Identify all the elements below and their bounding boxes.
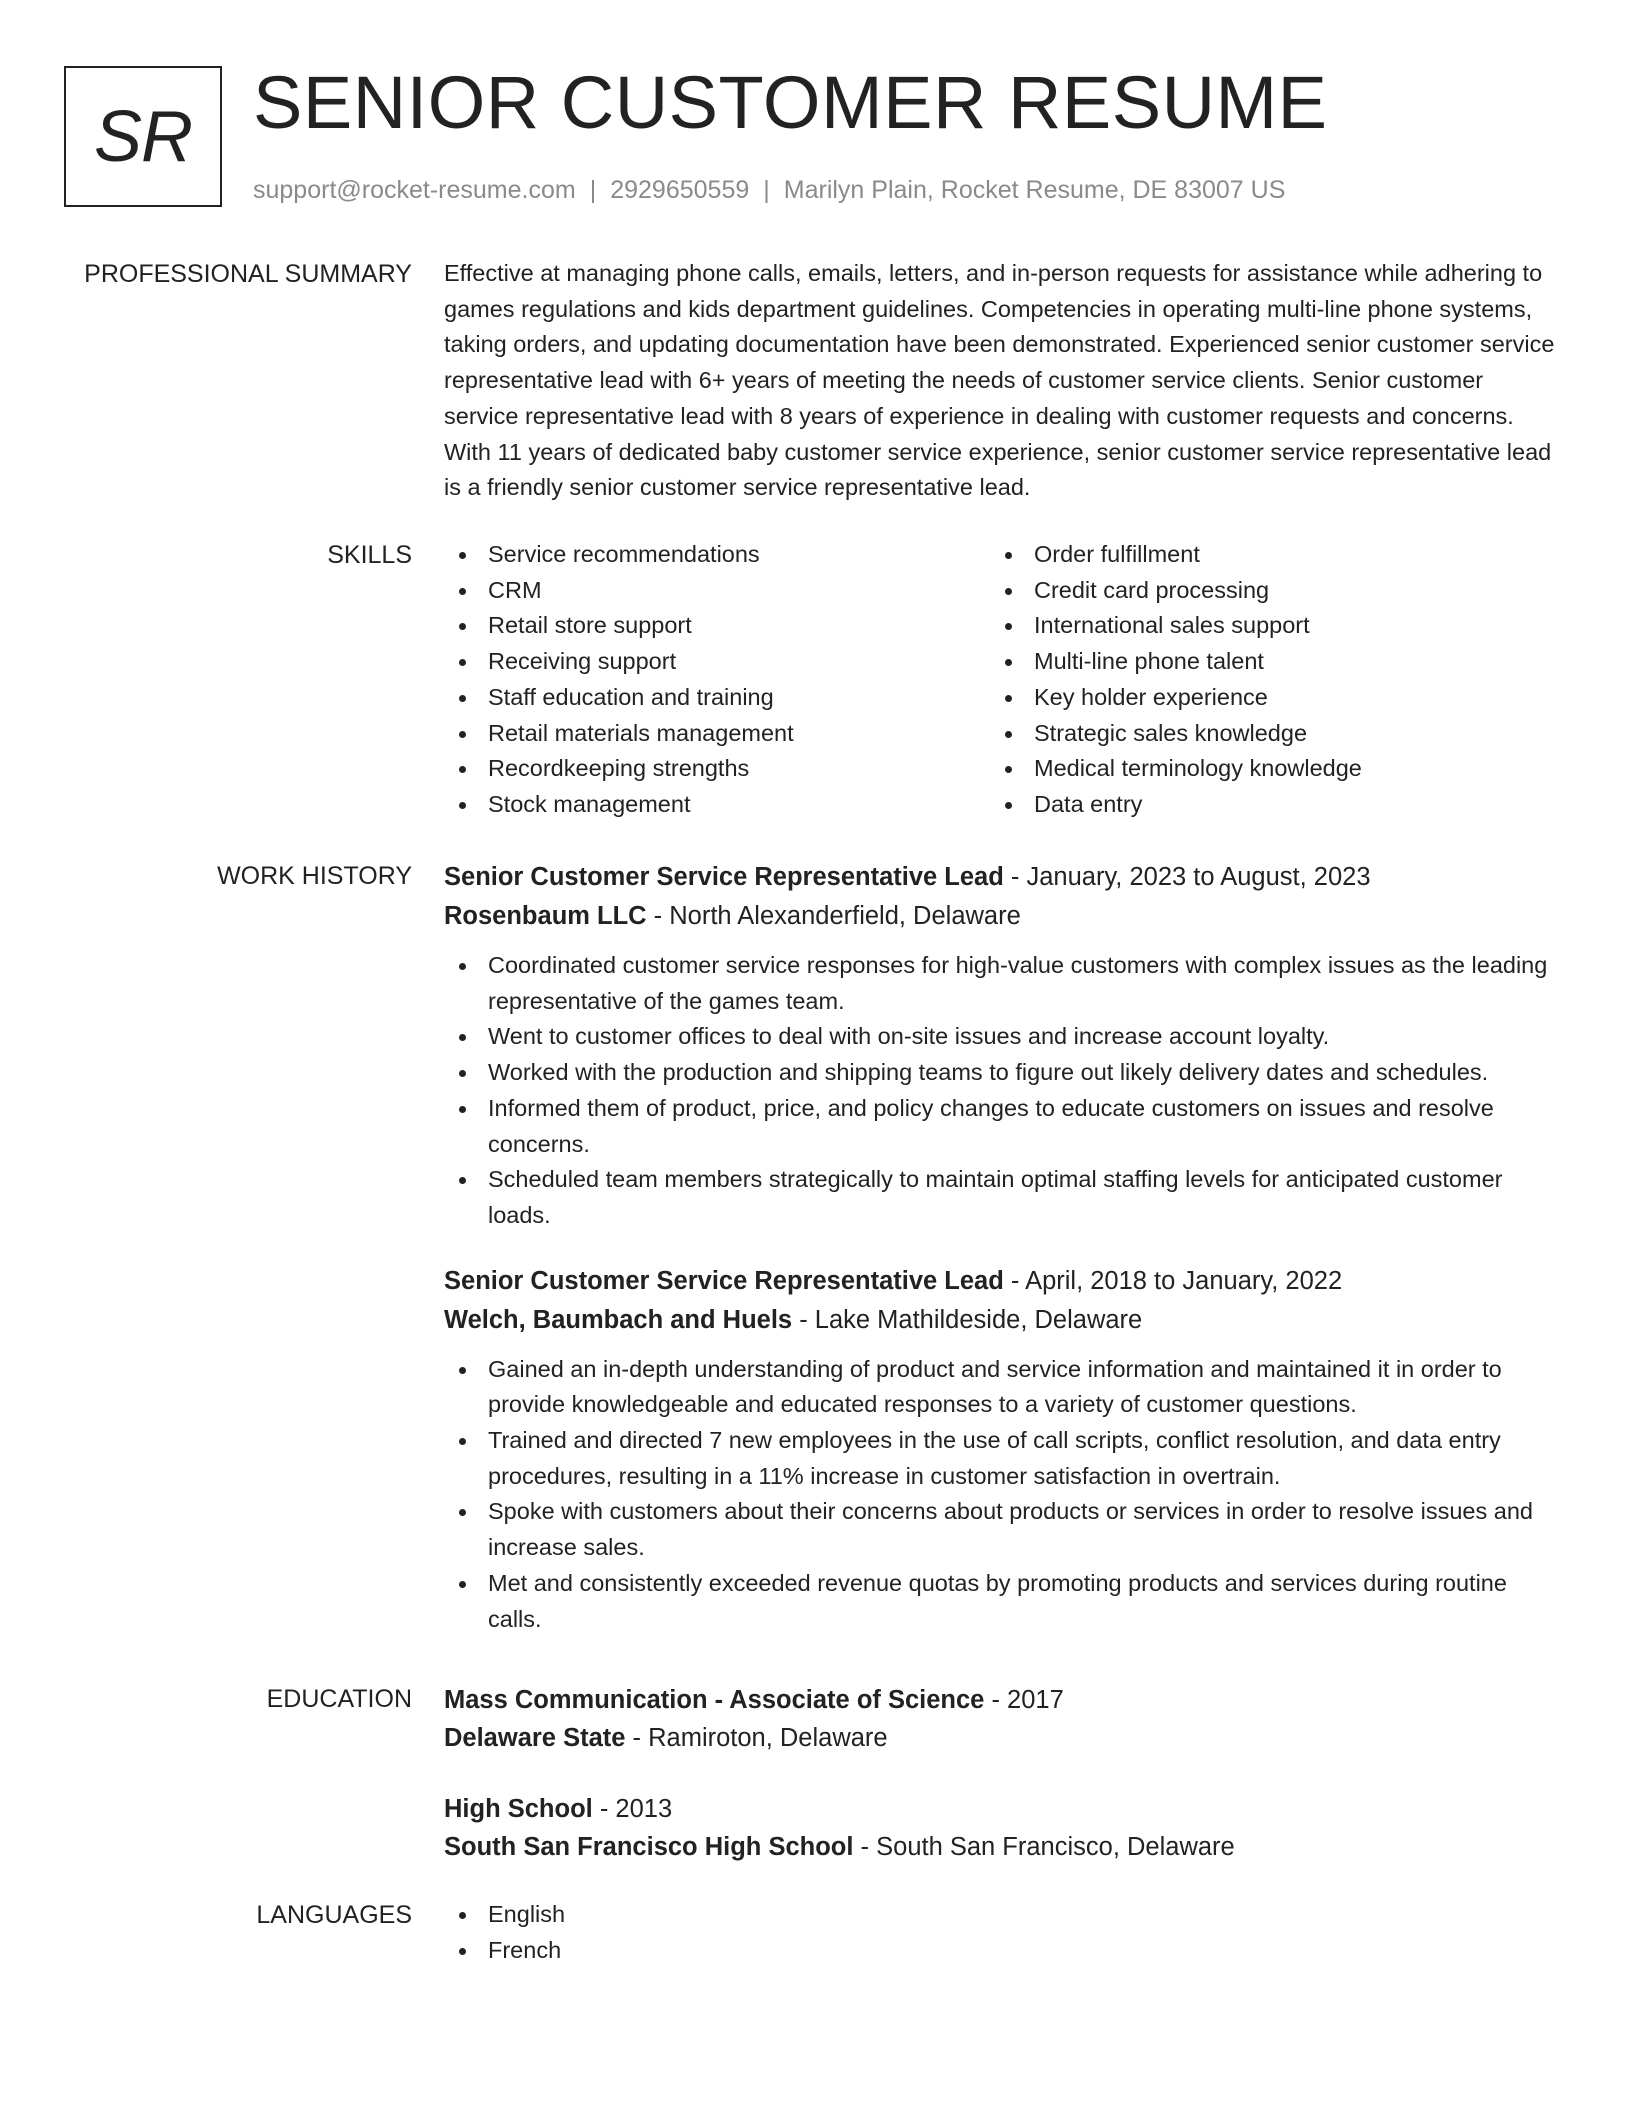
section-label-work: WORK HISTORY — [217, 862, 412, 890]
section-label-languages: LANGUAGES — [256, 1901, 412, 1929]
education-body — [444, 1681, 1564, 1866]
job-dates: - April, 2018 to January, 2022 — [1003, 1266, 1343, 1295]
language-item: English — [444, 1897, 1564, 1933]
job-title: Senior Customer Service Representative Lead — [444, 863, 1004, 891]
job-company: Rosenbaum LLC — [444, 902, 647, 930]
job-bullet: Spoke with customers about their concerns about products or services in order to resolve issues and increase sales. — [444, 1494, 1564, 1565]
job-bullet: Trained and directed 7 new employees in the use of call scripts, conflict resolution, and data entry procedures, resulting in a 11% increase in customer satisfaction in overtrain. — [444, 1423, 1564, 1494]
skill-item: Retail materials management — [444, 716, 990, 752]
education-year: - 2017 — [984, 1686, 1064, 1714]
skill-item: Recordkeeping strengths — [444, 751, 990, 787]
job-bullet: Informed them of product, price, and policy changes to educate customers on issues and resolve concerns. — [444, 1091, 1564, 1162]
skill-item: Credit card processing — [990, 573, 1536, 609]
education-school-line — [444, 1828, 1564, 1866]
job-title-line — [444, 858, 1564, 897]
contact-separator: | — [763, 176, 770, 204]
skill-item: CRM — [444, 573, 990, 609]
job-title: Senior Customer Service Representative Lead — [444, 1266, 1004, 1295]
languages-body — [444, 1897, 1564, 1968]
job-bullet: Worked with the production and shipping teams to figure out likely delivery dates and schedules. — [444, 1055, 1564, 1091]
job-company-line — [444, 897, 1564, 936]
job-bullet: Went to customer offices to deal with on-site issues and increase account loyalty. — [444, 1019, 1564, 1055]
skills-columns — [444, 537, 1564, 823]
education-entry — [444, 1681, 1564, 1757]
education-degree-line — [444, 1790, 1564, 1828]
job-location: - North Alexanderfield, Delaware — [646, 902, 1021, 930]
skill-item: Retail store support — [444, 608, 990, 644]
job-bullet: Scheduled team members strategically to maintain optimal staffing levels for anticipated customer loads. — [444, 1162, 1564, 1233]
job-dates: - January, 2023 to August, 2023 — [1003, 863, 1371, 891]
skill-item: Strategic sales knowledge — [990, 716, 1536, 752]
education-degree: Mass Communication - Associate of Science — [444, 1686, 985, 1714]
job-bullet: Coordinated customer service responses for high-value customers with complex issues as the leading representative of the games team. — [444, 948, 1564, 1019]
job-entry — [444, 858, 1564, 1234]
education-entry — [444, 1790, 1564, 1866]
contact-email[interactable]: support@rocket-resume.com — [253, 176, 576, 204]
education-location: - Ramiroton, Delaware — [625, 1724, 888, 1752]
contact-phone[interactable]: 2929650559 — [610, 176, 750, 204]
skills-body — [444, 537, 1564, 823]
section-label-education: EDUCATION — [266, 1685, 412, 1713]
skill-item: Multi-line phone talent — [990, 644, 1536, 680]
job-location: - Lake Mathildeside, Delaware — [792, 1305, 1143, 1334]
summary-text: Effective at managing phone calls, emails, letters, and in-person requests for assistance while adhering to games regulations and kids department guidelines. Competencies in operating multi-line phone systems, taking orders, and updating documentation have been demonstrated. Experienced senior customer service representative lead with 6+ years of meeting the needs of customer service clients. Senior customer service representative lead with 8 years of experience in dealing with customer requests and concerns. With 11 years of dedicated baby customer service experience, senior customer service representative lead is a friendly senior customer service representative lead. — [444, 260, 1555, 501]
language-item: French — [444, 1933, 1564, 1969]
resume-title: SENIOR CUSTOMER RESUME — [253, 61, 1328, 144]
contact-line — [253, 174, 1285, 206]
job-bullet-list — [444, 1352, 1564, 1638]
skill-item: Key holder experience — [990, 680, 1536, 716]
education-school: South San Francisco High School — [444, 1833, 854, 1861]
skill-item: Data entry — [990, 787, 1536, 823]
skill-item: Medical terminology knowledge — [990, 751, 1536, 787]
skill-item: International sales support — [990, 608, 1536, 644]
education-year: - 2013 — [592, 1795, 673, 1823]
skills-list-left — [444, 537, 990, 823]
job-entry — [444, 1262, 1564, 1638]
monogram-text: SR — [93, 96, 193, 177]
work-body — [444, 858, 1564, 1637]
skill-item: Service recommendations — [444, 537, 990, 573]
skill-item: Staff education and training — [444, 680, 990, 716]
skill-item: Order fulfillment — [990, 537, 1536, 573]
education-location: - South San Francisco, Delaware — [853, 1833, 1235, 1861]
contact-separator: | — [589, 176, 597, 204]
job-bullet: Gained an in-depth understanding of product and service information and maintained it in order to provide knowledgeable and educated responses to a variety of customer questions. — [444, 1352, 1564, 1423]
monogram-badge — [64, 66, 222, 207]
skill-item: Stock management — [444, 787, 990, 823]
skill-item: Receiving support — [444, 644, 990, 680]
section-label-skills: SKILLS — [327, 541, 412, 569]
education-school-line — [444, 1719, 1564, 1757]
education-school: Delaware State — [444, 1724, 626, 1752]
job-company-line — [444, 1301, 1564, 1340]
job-bullet-list — [444, 948, 1564, 1234]
languages-list — [444, 1897, 1564, 1968]
summary-body — [444, 256, 1564, 506]
education-degree: High School — [444, 1795, 593, 1823]
job-bullet: Met and consistently exceeded revenue quotas by promoting products and services during routine calls. — [444, 1566, 1564, 1637]
skills-list-right — [990, 537, 1536, 823]
section-label-summary: PROFESSIONAL SUMMARY — [84, 260, 412, 288]
job-company: Welch, Baumbach and Huels — [444, 1305, 793, 1334]
education-degree-line — [444, 1681, 1564, 1719]
contact-address: Marilyn Plain, Rocket Resume, DE 83007 US — [783, 176, 1286, 204]
job-title-line — [444, 1262, 1564, 1301]
